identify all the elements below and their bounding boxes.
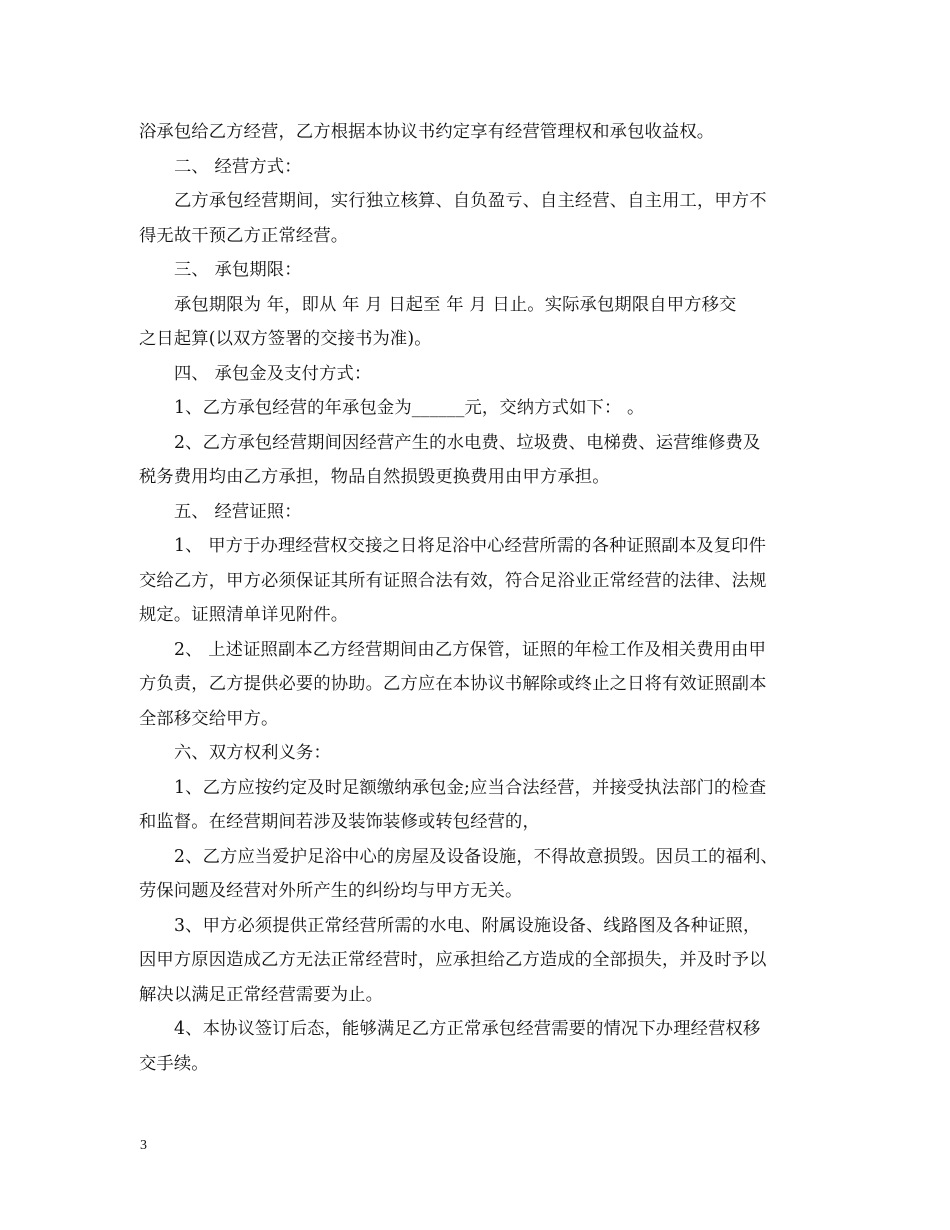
text-line: 全部移交给甲方。 <box>139 708 279 729</box>
text-line: 税务费用均由乙方承担，物品自然损毁更换费用由甲方承担。 <box>139 467 610 487</box>
text-line: 乙方承包经营期间，实行独立核算、自负盈亏、自主经营、自主用工，甲方不 <box>174 191 767 211</box>
text-line: 解决以满足正常经营需要为止。 <box>139 984 384 1005</box>
text-line: 浴承包给乙方经营，乙方根据本协议书约定享有经营管理权和承包收益权。 <box>139 122 715 142</box>
text-line: 四、 承包金及支付方式： <box>174 363 372 384</box>
text-line: 之日起算(以双方签署的交接书为准)。 <box>139 329 432 349</box>
text-line: 劳保问题及经营对外所产生的纠纷均与甲方无关。 <box>139 881 523 901</box>
text-line: 二、 经营方式： <box>174 156 302 177</box>
text-line: 3、甲方必须提供正常经营所需的水电、附属设施设备、线路图及各种证照， <box>174 915 761 936</box>
text-line: 规定。证照清单详见附件。 <box>139 605 349 625</box>
text-line: 交手续。 <box>139 1053 209 1074</box>
document-body <box>139 115 819 1081</box>
text-line: 五、 经营证照： <box>174 501 302 522</box>
text-line: 1、 甲方于办理经营权交接之日将足浴中心经营所需的各种证照副本及复印件 <box>174 536 767 556</box>
text-line: 2、乙方应当爱护足浴中心的房屋及设备设施，不得故意损毁。因员工的福利、 <box>174 846 778 867</box>
text-line: 三、 承包期限： <box>174 260 302 280</box>
text-line: 承包期限为 年，即从 年 月 日起至 年 月 日止。实际承包期限自甲方移交 <box>174 294 737 315</box>
text-line: 1、乙方承包经营的年承包金为______元，交纳方式如下： 。 <box>174 398 645 418</box>
text-line: 2、 上述证照副本乙方经营期间由乙方保管，证照的年检工作及相关费用由甲 <box>174 639 767 660</box>
text-line: 得无故干预乙方正常经营。 <box>139 225 349 246</box>
text-line: 交给乙方，甲方必须保证其所有证照合法有效，符合足浴业正常经营的法律、法规 <box>139 570 767 591</box>
text-line: 2、乙方承包经营期间因经营产生的水电费、垃圾费、电梯费、运营维修费及 <box>174 432 761 453</box>
text-line: 1、乙方应按约定及时足额缴纳承包金;应当合法经营，并接受执法部门的检查 <box>174 777 767 798</box>
text-line: 和监督。在经营期间若涉及装饰装修或转包经营的， <box>139 812 540 832</box>
text-line: 4、本协议签订后态，能够满足乙方正常承包经营需要的情况下办理经营权移 <box>174 1019 761 1039</box>
page-number: 3 <box>140 1138 147 1153</box>
text-line: 方负责，乙方提供必要的协助。乙方应在本协议书解除或终止之日将有效证照副本 <box>139 674 767 694</box>
text-line: 因甲方原因造成乙方无法正常经营时，应承担给乙方造成的全部损失，并及时予以 <box>139 950 767 970</box>
text-line: 六、双方权利义务： <box>174 743 331 763</box>
